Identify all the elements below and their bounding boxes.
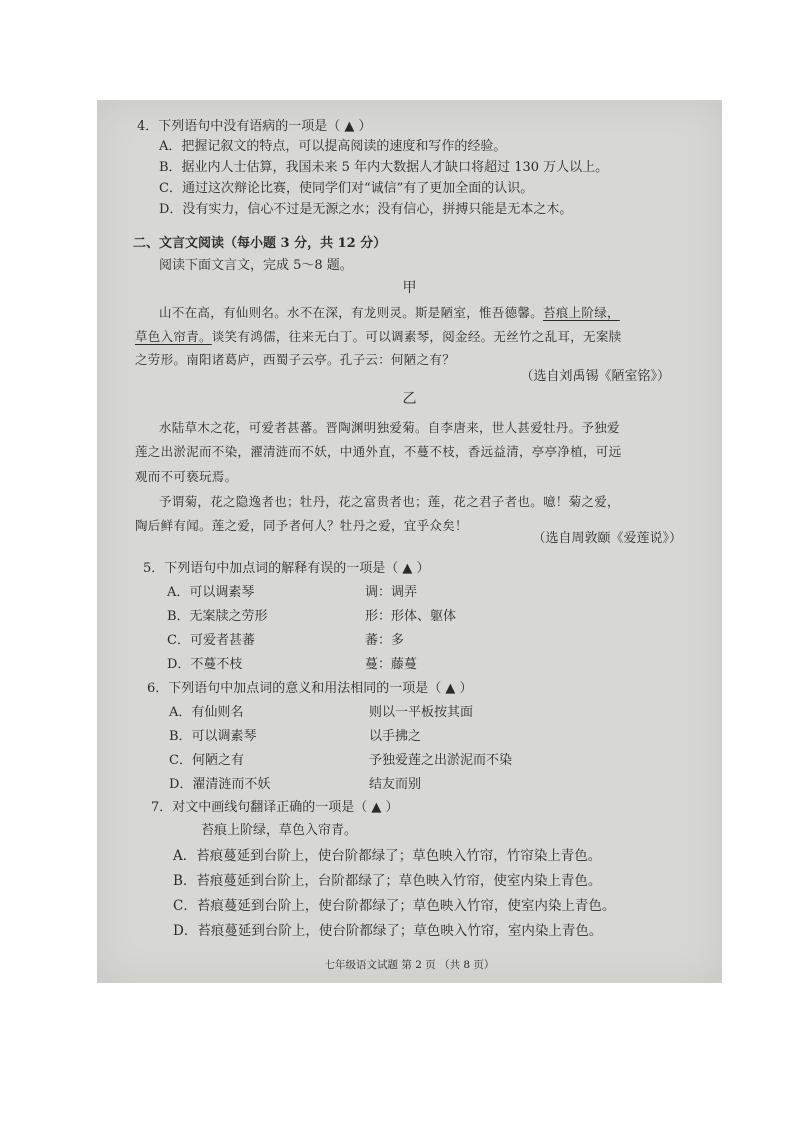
q7-option-a: A．苔痕蔓延到台阶上，使台阶都绿了；草色映入竹帘，竹帘染上青色。 xyxy=(173,848,602,864)
q4-stem: 4．下列语句中没有语病的一项是（ ▲ ） xyxy=(137,119,372,134)
q6-option-b: B．可以调素琴 xyxy=(169,729,257,744)
q6-compare-a: 则以一平板按其面 xyxy=(369,705,474,720)
passage-b-label: 乙 xyxy=(402,391,417,407)
passage-a-line-2: 草色入帘青。谈笑有鸿儒，往来无白丁。可以调素琴，阅金经。无丝竹之乱耳，无案牍 xyxy=(135,329,622,344)
passage-a-line-1: 山不在高，有仙则名。水不在深，有龙则灵。斯是陋室，惟吾德馨。苔痕上阶绿， xyxy=(159,305,620,320)
q6-option-d: D．濯清涟而不妖 xyxy=(169,777,271,792)
q5-explanation-d: 蔓：藤蔓 xyxy=(365,657,418,672)
q7-option-c: C．苔痕蔓延到台阶上，使台阶都绿了；草色映入竹帘，使室内染上青色。 xyxy=(173,898,616,914)
passage-b-line-3: 观而不可亵玩焉。 xyxy=(135,469,238,484)
passage-b-line-2: 莲之出淤泥而不染，濯清涟而不妖，中通外直，不蔓不枝，香远益清，亭亭净植，可远 xyxy=(135,444,622,459)
passage-a-label: 甲 xyxy=(402,280,417,296)
q4-option-d: D．没有实力，信心不过是无源之水；没有信心，拼搏只能是无本之木。 xyxy=(159,202,573,217)
q5-explanation-c: 蕃：多 xyxy=(365,633,405,648)
q6-stem: 6．下列语句中加点词的意义和用法相同的一项是（ ▲ ） xyxy=(147,681,473,696)
q7-option-b: B．苔痕蔓延到台阶上，台阶都绿了；草色映入竹帘，使室内染上青色。 xyxy=(173,873,602,889)
q6-option-c: C．何陋之有 xyxy=(169,753,244,768)
q7-stem: 7．对文中画线句翻译正确的一项是（ ▲ ） xyxy=(151,800,399,815)
q5-option-c: C．可爱者甚蕃 xyxy=(167,633,255,648)
q6-compare-b: 以手拂之 xyxy=(369,729,422,744)
passage-b-line-4: 予谓菊，花之隐逸者也；牡丹，花之富贵者也；莲，花之君子者也。噫！菊之爱， xyxy=(159,494,620,509)
underlined-sentence-part-2: 草色入帘青。 xyxy=(135,329,212,344)
q5-stem: 5．下列语句中加点词的解释有误的一项是（ ▲ ） xyxy=(143,561,430,576)
exam-page xyxy=(97,100,722,983)
q6-option-a: A．有仙则名 xyxy=(169,705,244,720)
q4-option-c: C．通过这次辩论比赛，使同学们对“诚信”有了更加全面的认识。 xyxy=(159,181,534,196)
passage-b-line-5: 陶后鲜有闻。莲之爱，同予者何人？牡丹之爱，宜乎众矣！ xyxy=(135,518,468,533)
q7-option-d: D．苔痕蔓延到台阶上，使台阶都绿了；草色映入竹帘，室内染上青色。 xyxy=(173,923,603,939)
q5-explanation-b: 形：形体、躯体 xyxy=(365,609,457,624)
q5-explanation-a: 调：调弄 xyxy=(365,585,418,600)
q5-option-a: A．可以调素琴 xyxy=(167,585,255,600)
q7-quote: 苔痕上阶绿，草色入帘青。 xyxy=(201,823,358,838)
q6-compare-d: 结友而别 xyxy=(369,777,422,792)
section-intro: 阅读下面文言文，完成 5～8 题。 xyxy=(159,258,353,273)
q5-option-d: D．不蔓不枝 xyxy=(167,657,243,672)
page-footer: 七年级语文试题 第 2 页 （共 8 页） xyxy=(324,959,495,971)
passage-b-source: （选自周敦颐《爱莲说》） xyxy=(532,531,682,546)
passage-b-line-1: 水陆草木之花，可爱者甚蕃。晋陶渊明独爱菊。自李唐来，世人甚爱牡丹。予独爱 xyxy=(159,420,620,435)
passage-a-line-3: 之劳形。南阳诸葛庐，西蜀子云亭。孔子云：何陋之有？ xyxy=(135,352,456,367)
q4-option-b: B．据业内人士估算，我国未来 5 年内大数据人才缺口将超过 130 万人以上。 xyxy=(159,160,609,175)
section-heading: 二、文言文阅读（每小题 3 分，共 12 分） xyxy=(133,236,387,251)
q6-compare-c: 予独爱莲之出淤泥而不染 xyxy=(369,753,513,768)
q5-option-b: B．无案牍之劳形 xyxy=(167,609,268,624)
passage-a-source: （选自刘禹锡《陋室铭》） xyxy=(520,369,670,384)
underlined-sentence-part-1: 苔痕上阶绿， xyxy=(543,305,620,320)
q4-option-a: A．把握记叙文的特点，可以提高阅读的速度和写作的经验。 xyxy=(159,139,507,154)
